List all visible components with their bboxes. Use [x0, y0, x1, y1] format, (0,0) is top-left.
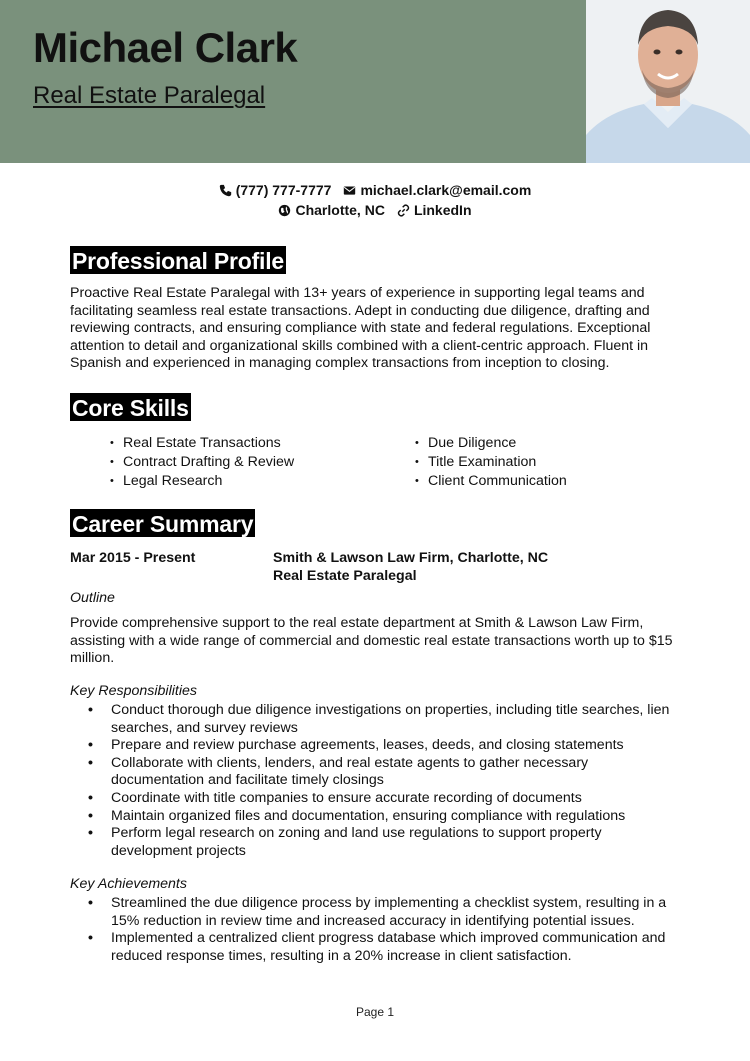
contact-row-primary — [0, 182, 750, 198]
achievements-list — [88, 895, 684, 965]
job-dates: Mar 2015 - Present — [70, 550, 196, 566]
skill-item: • Real Estate Transactions — [110, 434, 415, 453]
skill-item: • Legal Research — [110, 472, 415, 491]
page-number: Page 1 — [355, 1005, 395, 1019]
list-item: • Maintain organized files and documentation, ensuring compliance with regulations — [88, 808, 684, 826]
list-item: • Conduct thorough due diligence investigations on properties, including title searches, lien searches, and survey reviews — [88, 702, 684, 737]
phone-icon — [219, 184, 232, 197]
candidate-name: Michael Clark — [33, 24, 298, 71]
list-item: • Coordinate with title companies to ensure accurate recording of documents — [88, 790, 684, 808]
profile-summary: Proactive Real Estate Paralegal with 13+ years of experience in supporting legal teams and facilitating seamless real estate transactions. Adept in conducting due diligence, drafting and reviewing contracts, and ensuring compliance with state and federal regulations. Exceptional attention to detail and organizational skills combined with a client-centric approach. Fluent in Spanish and experienced in managing complex transactions from inception to closing. — [70, 285, 651, 372]
skill-item: • Client Communication — [415, 472, 630, 491]
contact-phone[interactable] — [219, 182, 332, 198]
portrait-illustration — [586, 0, 750, 163]
responsibilities-label: Key Responsibilities — [70, 683, 197, 699]
section-title-career: Career Summary — [72, 511, 254, 537]
section-title-profile: Professional Profile — [72, 248, 285, 274]
link-icon — [397, 204, 410, 217]
achievements-label: Key Achievements — [70, 876, 187, 892]
list-item: • Streamlined the due diligence process by implementing a checklist system, resulting in a 15% reduction in review time and increased accuracy in identifying potential issues. — [88, 895, 684, 930]
email-text: michael.clark@email.com — [360, 182, 532, 198]
responsibilities-list — [88, 702, 684, 860]
profile-photo — [586, 0, 750, 163]
globe-icon — [278, 204, 291, 217]
contact-row-secondary — [0, 202, 750, 218]
skill-item: • Due Diligence — [415, 434, 630, 453]
skill-item: • Title Examination — [415, 453, 630, 472]
envelope-icon — [343, 184, 356, 197]
contact-linkedin[interactable] — [397, 202, 472, 218]
job-employer: Smith & Lawson Law Firm, Charlotte, NC — [273, 550, 549, 566]
contact-email[interactable] — [343, 182, 531, 198]
list-item: • Prepare and review purchase agreements, leases, deeds, and closing statements — [88, 737, 684, 755]
job-position: Real Estate Paralegal — [273, 568, 417, 584]
job-outline: Provide comprehensive support to the real estate department at Smith & Lawson Law Firm, assisting with a wide range of commercial and domestic real estate transactions worth up to $15 million. — [70, 615, 673, 667]
location-text: Charlotte, NC — [295, 202, 385, 218]
skill-item: • Contract Drafting & Review — [110, 453, 415, 472]
list-item: • Implemented a centralized client progress database which improved communication and reduced response times, resulting in a 20% increase in client satisfaction. — [88, 930, 684, 965]
section-title-skills: Core Skills — [72, 395, 189, 421]
candidate-role: Real Estate Paralegal — [33, 82, 266, 109]
contact-location — [278, 202, 384, 218]
list-item: • Perform legal research on zoning and land use regulations to support property development projects — [88, 825, 684, 860]
phone-text: (777) 777-7777 — [235, 182, 332, 198]
list-item: • Collaborate with clients, lenders, and real estate agents to gather necessary documentation and facilitate timely closings — [88, 755, 684, 790]
skills-list — [110, 434, 630, 490]
outline-label: Outline — [70, 590, 115, 606]
linkedin-text: LinkedIn — [413, 202, 472, 218]
